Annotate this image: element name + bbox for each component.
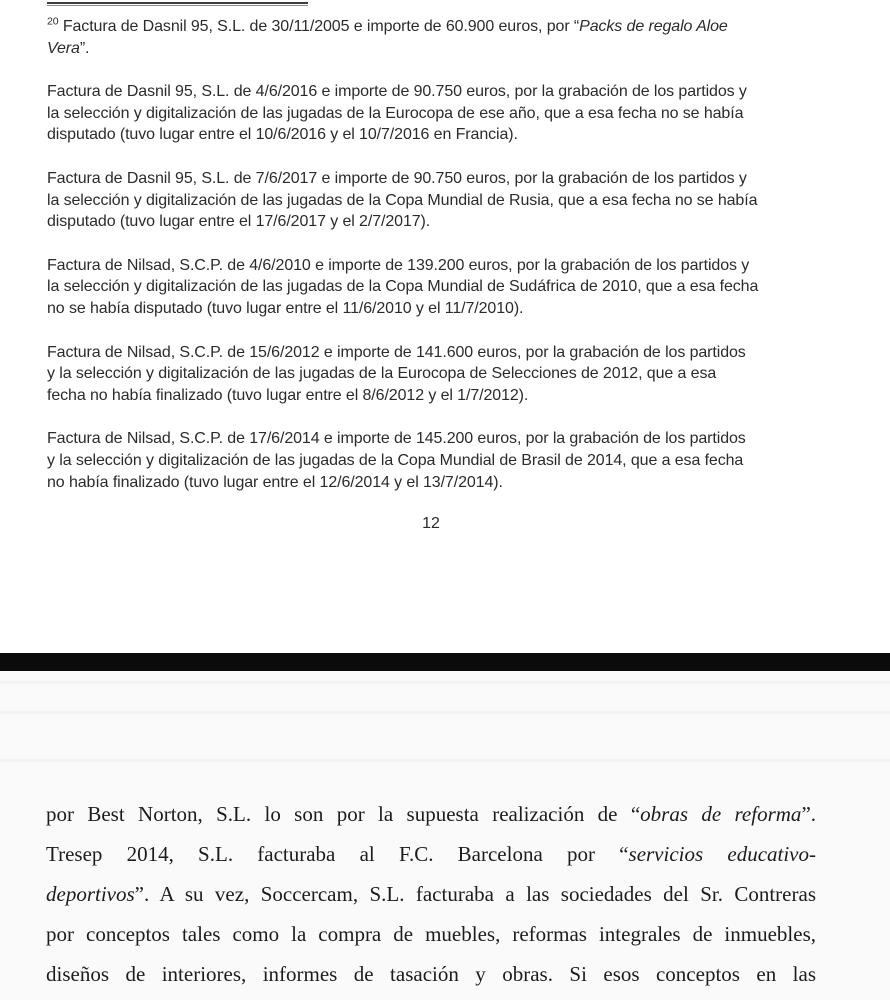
text-line [46, 874, 816, 914]
text-segment: Factura de Nilsad, S.C.P. de 17/6/2014 e importe de 145.200 euros, por la grabación de los partidos [47, 430, 746, 448]
text-line [47, 81, 815, 103]
footnote-marker: 20 [47, 15, 59, 28]
text-line [47, 38, 815, 60]
text-segment: fecha no había finalizado (tuvo lugar entre el 8/6/2012 y el 1/7/2012). [47, 386, 529, 404]
footnote-paragraph [47, 16, 815, 59]
text-line [47, 211, 815, 233]
text-line [47, 428, 815, 450]
italic-text-segment: Vera [47, 39, 80, 57]
text-line [47, 342, 815, 364]
text-line [47, 363, 815, 385]
text-segment: ”. A su vez, Soccercam, S.L. facturaba a las sociedades del Sr. Contreras [134, 882, 816, 906]
text-line [47, 472, 815, 494]
text-segment: no se había disputado (tuvo lugar entre el 11/6/2010 y el 11/7/2010). [47, 299, 524, 317]
page-break-band [0, 653, 890, 671]
text-line [47, 168, 815, 190]
text-line [47, 298, 815, 320]
text-segment: la selección y digitalización de las jugadas de la Eurocopa de ese año, que a esa fecha no se había [47, 104, 744, 122]
text-segment: Factura de Nilsad, S.C.P. de 4/6/2010 e importe de 139.200 euros, por la grabación de los partidos y [47, 256, 750, 274]
footnote-separator [47, 2, 308, 6]
text-line [46, 954, 816, 994]
text-line [47, 450, 815, 472]
text-segment: Factura de Nilsad, S.C.P. de 15/6/2012 e importe de 141.600 euros, por la grabación de los partidos [47, 343, 746, 361]
footnote-paragraph [47, 168, 815, 233]
text-segment: Tresep 2014, S.L. facturaba al F.C. Barcelona por “ [46, 842, 629, 866]
italic-text-segment: deportivos [46, 882, 135, 906]
text-segment: Factura de Dasnil 95, S.L. de 4/6/2016 e importe de 90.750 euros, por la grabación de los partidos y [47, 83, 747, 101]
text-segment: por Best Norton, S.L. lo son por la supuesta realización de “ [46, 802, 641, 826]
text-segment: disputado (tuvo lugar entre el 17/6/2017 y el 2/7/2017). [47, 213, 431, 231]
text-segment: la selección y digitalización de las jugadas de la Copa Mundial de Rusia, que a esa fecha no se había [47, 191, 758, 209]
italic-text-segment: Packs de regalo Aloe [579, 18, 728, 35]
text-segment: por conceptos tales como la compra de muebles, reformas integrales de inmuebles, [46, 922, 816, 946]
text-line [47, 103, 815, 125]
footnote-paragraph [47, 428, 815, 493]
scan-noise-stripe [0, 711, 890, 714]
text-segment: Factura de Dasnil 95, S.L. de 30/11/2005 e importe de 60.900 euros, por “ [58, 18, 580, 35]
page-13 [0, 671, 890, 1000]
text-segment: y la selección y digitalización de las jugadas de la Eurocopa de Selecciones de 2012, que a esa [47, 365, 717, 383]
text-line [46, 914, 816, 954]
scan-noise-stripe [0, 759, 890, 762]
page-number: 12 [422, 515, 440, 533]
footnote-paragraph [47, 81, 815, 146]
footnote-block [47, 16, 815, 493]
text-line [47, 385, 815, 407]
text-segment: diseños de interiores, informes de tasación y obras. Si esos conceptos en las [46, 962, 816, 986]
body-text-block [46, 794, 816, 994]
text-line [47, 190, 815, 212]
text-line [47, 124, 815, 146]
text-segment: disputado (tuvo lugar entre el 10/6/2016 y el 10/7/2016 en Francia). [47, 126, 518, 144]
text-line [47, 16, 815, 38]
footnote-paragraph [47, 342, 815, 407]
text-segment: Factura de Dasnil 95, S.L. de 7/6/2017 e importe de 90.750 euros, por la grabación de los partidos y [47, 169, 747, 187]
text-segment: ”. [79, 39, 90, 57]
italic-text-segment: servicios educativo- [628, 842, 816, 866]
text-line [47, 255, 815, 277]
text-segment: y la selección y digitalización de las jugadas de la Copa Mundial de Brasil de 2014, que a esa fecha [47, 451, 744, 469]
italic-text-segment: obras de reforma [640, 802, 802, 826]
text-line [46, 794, 816, 834]
text-line [46, 834, 816, 874]
text-segment: ”. [801, 802, 817, 826]
scan-noise-stripe [0, 681, 890, 684]
footnote-paragraph [47, 255, 815, 320]
text-segment: no había finalizado (tuvo lugar entre el 12/6/2014 y el 13/7/2014). [47, 473, 503, 491]
text-segment: la selección y digitalización de las jugadas de la Copa Mundial de Sudáfrica de 2010, que a esa fecha [47, 278, 759, 296]
text-line [47, 276, 815, 298]
